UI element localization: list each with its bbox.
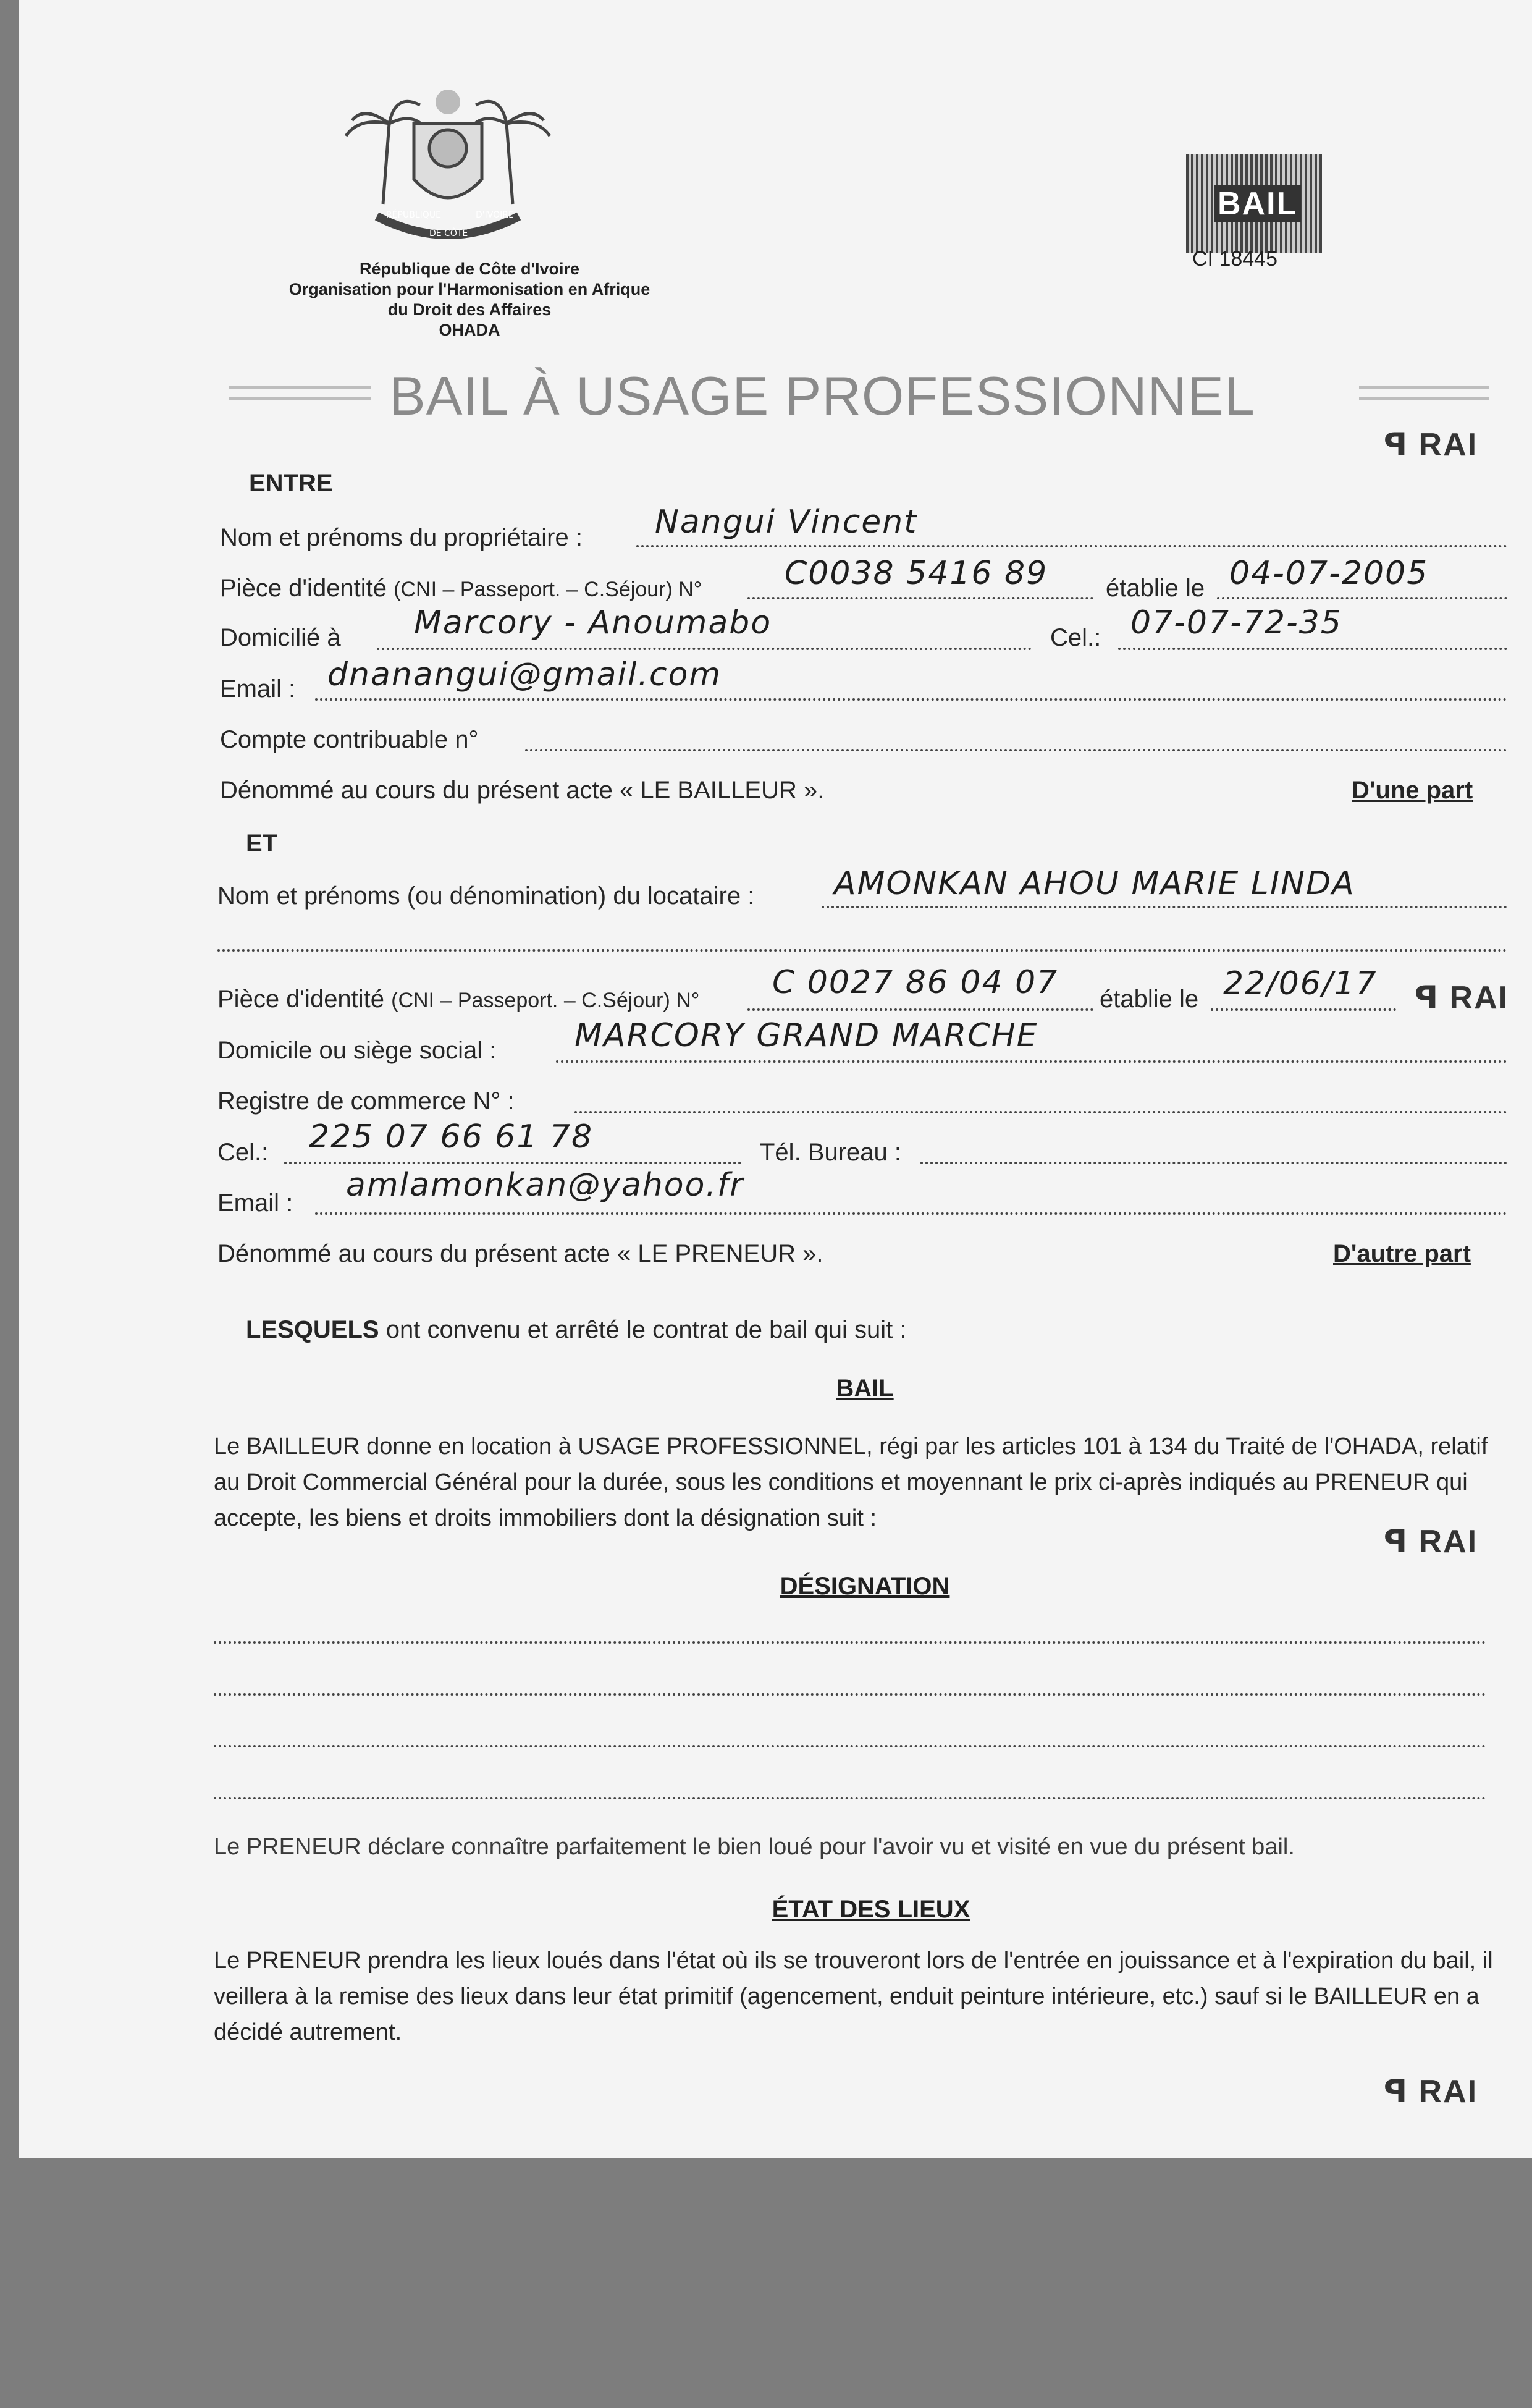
- tenant-issued-label: établie le: [1100, 986, 1199, 1013]
- owner-issued-label: établie le: [1106, 575, 1205, 602]
- owner-tax-label: Compte contribuable n°: [220, 726, 479, 753]
- tenant-cel-value: 225 07 66 61 78: [309, 1118, 594, 1155]
- tenant-id-dots: [747, 1008, 1093, 1011]
- tenant-rc-label: Registre de commerce N° :: [217, 1088, 515, 1115]
- bailleur-part: D'une part: [1352, 777, 1473, 804]
- initials-mark-1: ꟼ RAI: [1384, 427, 1478, 463]
- section-bail-text: Le BAILLEUR donne en location à USAGE PROFESSIONNEL, régi par les articles 101 à 134 du Traité de l'OHADA, relatif au Droit Commercial Général pour la durée, sous les conditions et moyennant le prix ci-après indiqués au PRENEUR qui accepte, les biens et droits immobiliers dont la désignation suit :: [214, 1434, 1488, 1531]
- designation-line-3: [214, 1745, 1486, 1747]
- owner-domicile-dots: [377, 648, 1032, 650]
- initials-mark-3: ꟼ RAI: [1384, 1524, 1478, 1560]
- tenant-name-label: Nom et prénoms (ou dénomination) du locataire :: [217, 882, 755, 910]
- preneur-part: D'autre part: [1333, 1240, 1471, 1267]
- owner-cel-dots: [1118, 648, 1507, 650]
- section-etat-text: Le PRENEUR prendra les lieux loués dans l'état où ils se trouveront lors de l'entrée en jouissance et à l'expiration du bail, il veillera à la remise des lieux dans leur état primitif (agencement, enduit peinture intérieure, etc.) sauf si le BAILLEUR en a décidé autrement.: [214, 1948, 1493, 2045]
- tenant-office-label: Tél. Bureau :: [760, 1139, 902, 1166]
- owner-cel-value: 07-07-72-35: [1130, 604, 1342, 641]
- tenant-name-dots: [822, 906, 1507, 908]
- tenant-email-label: Email :: [217, 1189, 293, 1217]
- tenant-office-dots: [920, 1162, 1507, 1164]
- owner-name-dots: [636, 545, 1507, 547]
- tenant-name-dots-2: [217, 949, 1507, 952]
- owner-issued-value: 04-07-2005: [1229, 555, 1429, 592]
- initials-mark-4: ꟼ RAI: [1384, 2074, 1478, 2110]
- tenant-issued-value: 22/06/17: [1223, 965, 1378, 1002]
- tenant-issued-dots: [1211, 1008, 1396, 1011]
- document-title: BAIL À USAGE PROFESSIONNEL: [389, 365, 1255, 426]
- stamp-label: BAIL: [1214, 185, 1301, 222]
- emblem-label-top: RÉPUBLIQUE: [386, 210, 441, 220]
- initials-mark-2: ꟼ RAI: [1415, 980, 1509, 1016]
- header-org-line2: du Droit des Affaires: [387, 300, 552, 319]
- agreement-line: LESQUELS ont convenu et arrêté le contrat de bail qui suit :: [246, 1316, 907, 1343]
- tenant-domicile-label: Domicile ou siège social :: [217, 1037, 497, 1064]
- owner-tax-dots: [525, 749, 1507, 751]
- et-label: ET: [246, 830, 278, 857]
- designation-line-1: [214, 1641, 1486, 1644]
- title-rule-right: [1359, 386, 1489, 400]
- entre-label: ENTRE: [249, 470, 333, 497]
- owner-id-value: C0038 5416 89: [785, 555, 1048, 592]
- tenant-cel-dots: [284, 1162, 741, 1164]
- section-designation-heading: DÉSIGNATION: [780, 1573, 950, 1600]
- tenant-cel-label: Cel.:: [217, 1139, 269, 1166]
- owner-domicile-value: Marcory - Anoumabo: [414, 604, 772, 641]
- section-designation-text: Le PRENEUR déclare connaître parfaitement le bien loué pour l'avoir vu et visité en vue du présent bail.: [214, 1834, 1295, 1860]
- owner-email-value: dnanangui@gmail.com: [327, 656, 722, 693]
- tenant-domicile-value: MARCORY GRAND MARCHE: [574, 1017, 1038, 1054]
- coat-of-arms-emblem: [340, 80, 556, 260]
- designation-line-2: [214, 1693, 1486, 1696]
- header-ohada: OHADA: [439, 321, 500, 339]
- designation-line-4: [214, 1797, 1486, 1799]
- owner-issued-dots: [1217, 597, 1507, 599]
- fiscal-stamp: [1186, 154, 1322, 253]
- tenant-rc-dots: [574, 1111, 1507, 1113]
- document-page: [19, 0, 1532, 2158]
- tenant-id-value: C 0027 86 04 07: [772, 964, 1059, 1001]
- stamp-number: CI 18445: [1192, 247, 1277, 271]
- owner-email-label: Email :: [220, 675, 296, 703]
- header-country: République de Côte d'Ivoire: [360, 260, 579, 278]
- owner-id-dots: [747, 597, 1093, 599]
- owner-domicile-label: Domicilié à: [220, 624, 341, 651]
- tenant-domicile-dots: [556, 1060, 1507, 1063]
- tenant-email-value: amlamonkan@yahoo.fr: [346, 1167, 744, 1204]
- section-etat-heading: ÉTAT DES LIEUX: [772, 1896, 970, 1923]
- tenant-email-dots: [315, 1212, 1507, 1215]
- owner-email-dots: [315, 698, 1507, 701]
- preneur-designation: Dénommé au cours du présent acte « LE PRENEUR ».: [217, 1240, 823, 1267]
- emblem-label-bottom: DE CÔTE: [429, 229, 468, 239]
- tenant-name-value: AMONKAN AHOU MARIE LINDA: [834, 865, 1355, 902]
- title-rule-left: [229, 386, 371, 400]
- owner-id-label: Pièce d'identité (CNI – Passeport. – C.Séjour) N°: [220, 575, 702, 602]
- emblem-label-right: D'IVOIRE: [476, 210, 514, 220]
- bailleur-designation: Dénommé au cours du présent acte « LE BAILLEUR ».: [220, 777, 825, 804]
- header-org-line1: Organisation pour l'Harmonisation en Afrique: [288, 280, 650, 298]
- owner-name-value: Nangui Vincent: [655, 504, 918, 541]
- owner-cel-label: Cel.:: [1050, 624, 1101, 651]
- section-bail-heading: BAIL: [836, 1375, 894, 1402]
- owner-name-label: Nom et prénoms du propriétaire :: [220, 524, 583, 551]
- tenant-id-label: Pièce d'identité (CNI – Passeport. – C.Séjour) N°: [217, 986, 700, 1013]
